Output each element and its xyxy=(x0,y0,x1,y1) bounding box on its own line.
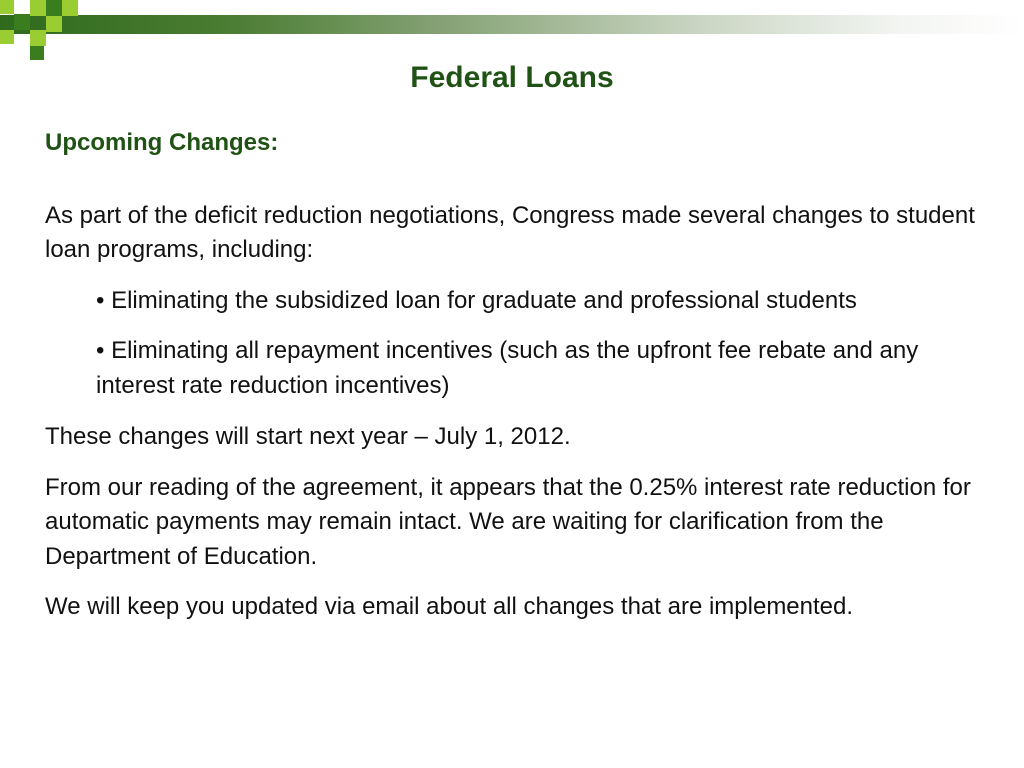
start-date-paragraph: These changes will start next year – July 1, 2012. xyxy=(45,423,571,450)
slide-title: Federal Loans xyxy=(410,61,614,94)
logo-square xyxy=(14,14,30,30)
bullet-item: • Eliminating all repayment incentives (such as the upfront fee rebate and any interest rate reduction incentives) xyxy=(96,337,919,399)
logo-square xyxy=(30,0,46,16)
update-paragraph: We will keep you updated via email about all changes that are implemented. xyxy=(45,593,854,620)
header-gradient-band xyxy=(0,15,1024,34)
logo-square xyxy=(0,0,14,14)
intro-paragraph: As part of the deficit reduction negotiations, Congress made several changes to student loan programs, including: xyxy=(45,201,975,263)
logo-square xyxy=(30,30,46,46)
subheading: Upcoming Changes: xyxy=(45,129,279,156)
logo-square xyxy=(46,16,62,32)
logo-square xyxy=(62,0,78,16)
slide-body xyxy=(45,126,990,625)
clarification-paragraph: From our reading of the agreement, it appears that the 0.25% interest rate reduction for automatic payments may remain intact. We are waiting for clarification from the Department of Education. xyxy=(45,473,971,570)
template-logo-squares xyxy=(0,0,80,62)
logo-square xyxy=(30,46,44,60)
bullet-item: • Eliminating the subsidized loan for graduate and professional students xyxy=(96,286,857,314)
logo-square xyxy=(0,30,14,44)
logo-square xyxy=(46,0,62,16)
